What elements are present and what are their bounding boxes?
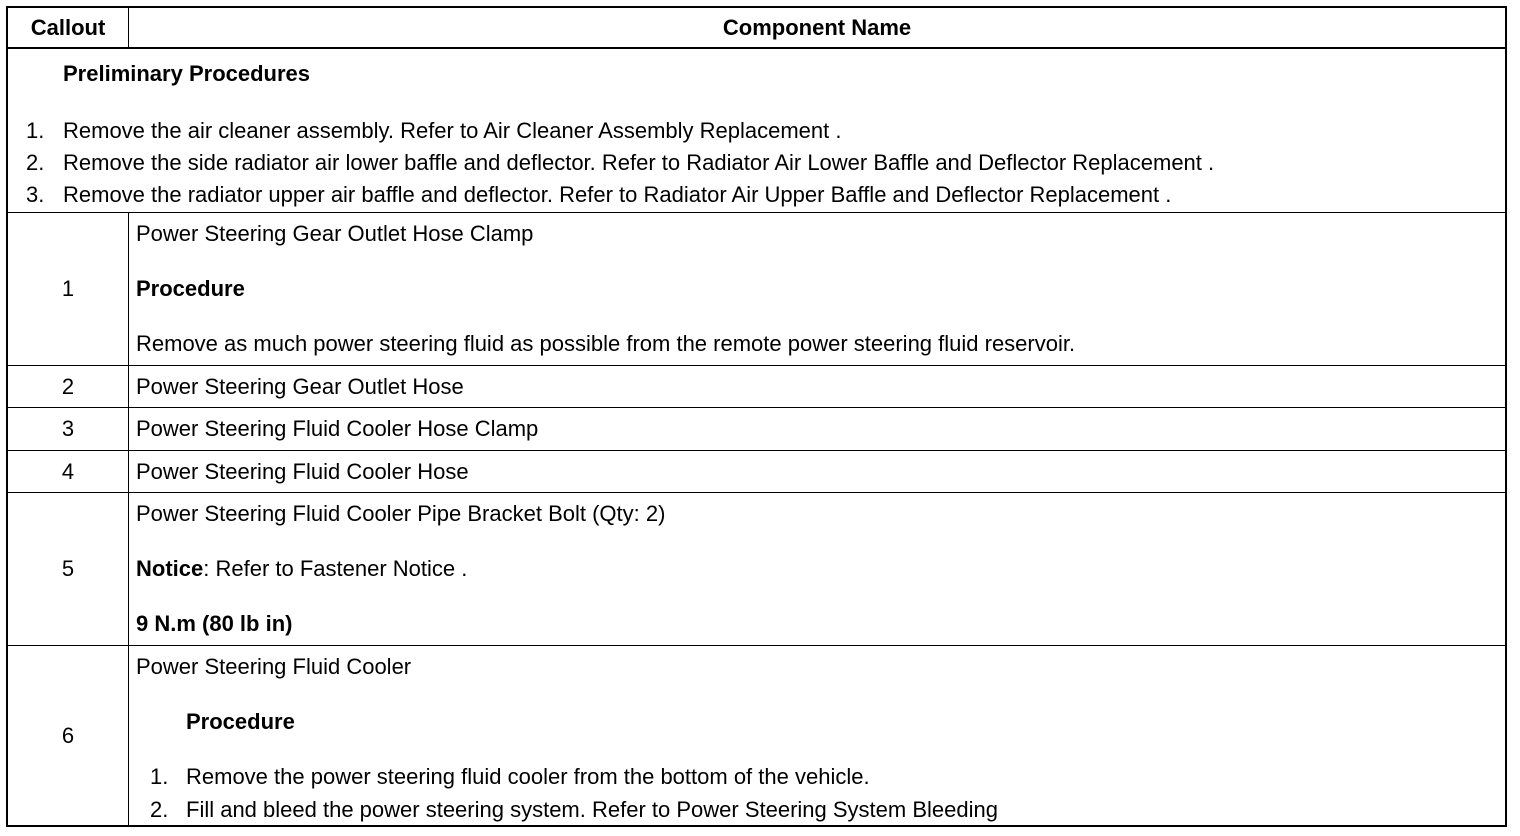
step-number: 2. [150,797,169,822]
step-text: Remove the air cleaner assembly. Refer to Air Cleaner Assembly Replacement . [63,118,842,143]
component-name: Power Steering Fluid Cooler Pipe Bracket Bolt (Qty: 2) [136,501,666,526]
step-number: 1. [150,764,169,789]
notice [136,556,467,582]
torque-spec: 9 N.m (80 lb in) [136,611,293,636]
callout-number: 6 [8,646,129,825]
list-item [129,793,998,826]
component-name: Power Steering Gear Outlet Hose Clamp [136,221,534,246]
callout-number: 1 [8,213,129,365]
header-callout: Callout [8,8,129,49]
callout-number: 3 [8,408,129,450]
list-item [8,147,1214,179]
component-cell [129,646,1505,825]
component-cell [129,213,1505,365]
list-item [129,760,998,793]
procedure-steps [129,760,998,826]
procedure-label: Procedure [136,276,245,301]
step-text: Remove the radiator upper air baffle and deflector. Refer to Radiator Air Upper Baffle and Deflector Replacement . [63,182,1172,207]
component-cell [129,493,1505,645]
component-name: Power Steering Fluid Cooler Hose [136,459,469,484]
step-text: Fill and bleed the power steering system. Refer to Power Steering System Bleeding [186,797,998,822]
preliminary-procedures [8,49,1505,213]
preliminary-title: Preliminary Procedures [63,61,311,86]
preliminary-steps [8,115,1214,211]
procedure-text: Remove as much power steering fluid as possible from the remote power steering fluid reservoir. [136,331,1076,356]
step-number: 2. [26,150,45,175]
procedure-label: Procedure [186,709,295,734]
table-row [8,646,1505,825]
component-cell [129,451,1505,492]
component-cell [129,408,1505,450]
component-name: Power Steering Gear Outlet Hose [136,374,464,399]
component-cell [129,366,1505,407]
notice-text: : Refer to Fastener Notice . [203,556,468,581]
table-row [8,213,1505,366]
step-text: Remove the power steering fluid cooler from the bottom of the vehicle. [186,764,870,789]
table-row [8,366,1505,408]
callout-number: 5 [8,493,129,645]
list-item [8,179,1214,211]
list-item [8,115,1214,147]
step-text: Remove the side radiator air lower baffle and deflector. Refer to Radiator Air Lower Baffle and Deflector Replacement . [63,150,1215,175]
component-name: Power Steering Fluid Cooler Hose Clamp [136,416,539,441]
step-number: 1. [26,118,45,143]
table-row [8,493,1505,646]
notice-label: Notice [136,556,204,581]
component-name: Power Steering Fluid Cooler [136,654,412,679]
table-row [8,451,1505,493]
step-number: 3. [26,182,45,207]
table-row [8,408,1505,451]
procedure-table [6,6,1507,827]
callout-number: 2 [8,366,129,407]
header-component-name: Component Name [129,8,1505,49]
callout-number: 4 [8,451,129,492]
